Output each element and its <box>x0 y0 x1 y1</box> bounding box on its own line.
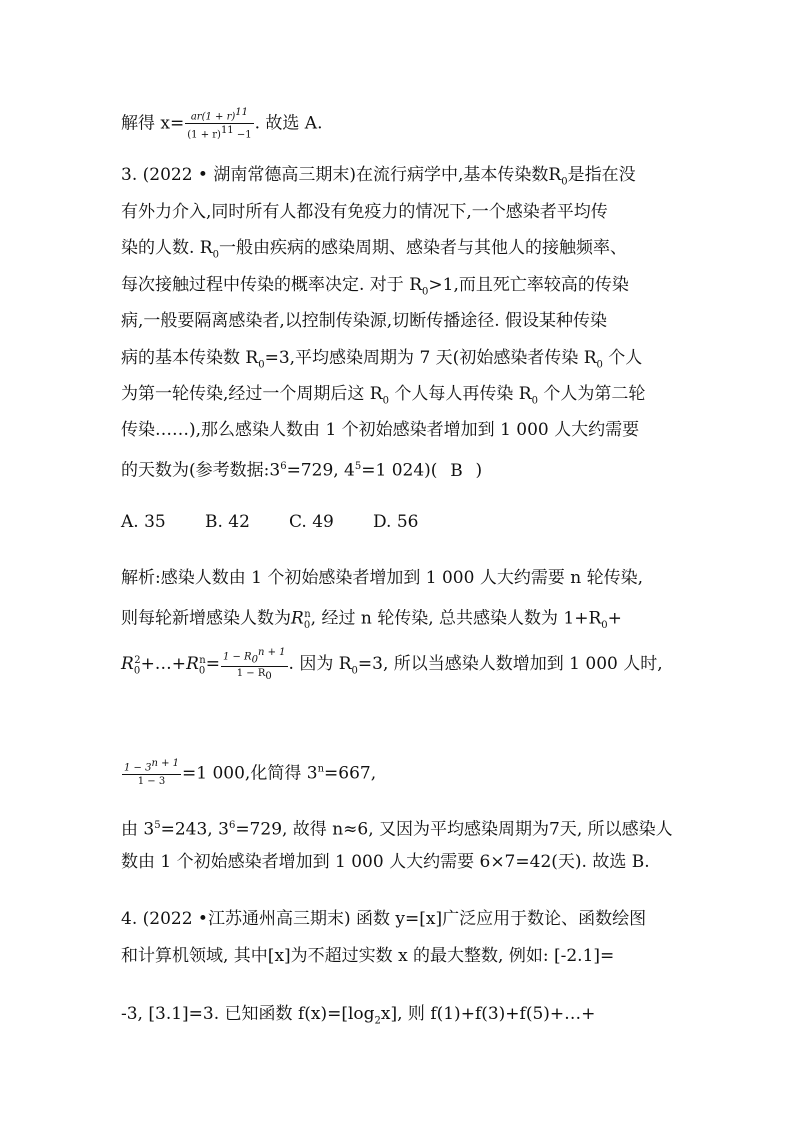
solution3-line6: 数由 1 个初始感染者增加到 1 000 人大约需要 6×7=42(天). 故选 B. <box>121 852 650 872</box>
text: 为第一轮传染,经过一个周期后这 R <box>121 384 383 404</box>
fraction <box>221 646 288 683</box>
text: = <box>205 654 220 675</box>
text: , 经过 n 轮传染, 总共感染人数为 1+R <box>310 608 602 629</box>
problem3-line6 <box>121 346 642 377</box>
text: =729, 故得 n≈6, 又因为平均感染周期为7天, 所以感染人 <box>235 819 673 840</box>
exponent: 11 <box>220 125 234 137</box>
math-var: R <box>121 654 134 675</box>
exponent: n + 1 <box>257 647 286 658</box>
text: 病的基本传染数 R <box>121 348 259 368</box>
solution3-line2 <box>121 603 622 638</box>
text: =729, 4 <box>286 460 355 481</box>
problem3-line2: 有外力介入,同时所有人都没有免疫力的情况下,一个感染者平均传 <box>121 202 608 222</box>
text: 个人每人再传染 R <box>388 384 532 404</box>
problem3-line8: 传染……),那么感染人数由 1 个初始感染者增加到 1 000 人大约需要 <box>121 420 640 440</box>
text: x], 则 f(1)+f(3)+f(5)+…+ <box>380 1004 596 1024</box>
subscript: 0 <box>133 665 141 677</box>
text: 则每轮新增感染人数为 <box>121 608 291 629</box>
solution3-line5 <box>121 814 673 842</box>
subscript: 0 <box>265 671 272 683</box>
problem3-line7 <box>121 382 645 413</box>
text: 是指在没 <box>567 165 636 185</box>
exponent: n + 1 <box>151 758 180 769</box>
fraction <box>185 106 253 142</box>
subscript: 0 <box>531 395 538 407</box>
subscript: 0 <box>258 359 265 371</box>
superscript: n <box>304 609 311 620</box>
text: 3. (2022 • 湖南常德高三期末)在流行病学中,基本传染数R <box>121 165 562 185</box>
subscript: 0 <box>198 665 206 677</box>
text: 的天数为(参考数据:3 <box>121 460 281 481</box>
frac-denominator: 1 − 3 <box>122 774 181 788</box>
fraction <box>122 757 181 788</box>
subscript: 0 <box>251 654 258 666</box>
subscript: 0 <box>561 176 568 188</box>
problem3-line1 <box>121 163 636 194</box>
text: 每次接触过程中传染的概率决定. 对于 R <box>121 275 423 295</box>
frac-numerator: 1 − R <box>222 651 252 663</box>
text: +…+ <box>140 654 187 675</box>
subscript: 0 <box>351 665 358 677</box>
text: =3, 所以当感染人数增加到 1 000 人时, <box>357 654 663 675</box>
text: 解得 x= <box>121 113 185 134</box>
text: =1 024)( <box>361 460 438 481</box>
text: 一般由疾病的感染周期、感染者与其他人的接触频率、 <box>218 238 627 258</box>
frac-denominator-tail: −1 <box>233 129 252 141</box>
frac-numerator: ar(1 + r) <box>190 111 236 123</box>
subscript: 0 <box>303 620 311 632</box>
frac-denominator: (1 + r) <box>187 129 221 141</box>
solution3-line3 <box>121 646 663 684</box>
subscript: 0 <box>601 620 608 632</box>
text: -3, [3.1]=3. 已知函数 f(x)=[log <box>121 1004 375 1024</box>
problem4-line3 <box>121 1002 595 1033</box>
subscript: 0 <box>422 286 429 298</box>
option-d: D. 56 <box>373 512 419 532</box>
text: >1,而且死亡率较高的传染 <box>428 275 629 295</box>
problem3-line3 <box>121 236 627 267</box>
math-var: R <box>291 608 304 629</box>
text: . 故选 A. <box>254 113 323 134</box>
subscript: 0 <box>596 359 603 371</box>
frac-numerator: 1 − 3 <box>124 762 152 774</box>
math-var: R <box>186 654 199 675</box>
superscript: n <box>317 763 325 775</box>
option-c: C. 49 <box>289 512 334 532</box>
text: 个人 <box>602 348 643 368</box>
text: =3,平均感染周期为 7 天(初始感染者传染 R <box>264 348 597 368</box>
subscript: 2 <box>374 1015 381 1027</box>
problem3-line9 <box>121 455 482 483</box>
problem4-line1: 4. (2022 •江苏通州高三期末) 函数 y=[x]广泛应用于数论、函数绘图 <box>121 909 647 929</box>
problem3-line5: 病,一般要隔离感染者,以控制传染源,切断传播途径. 假设某种传染 <box>121 311 608 331</box>
text: + <box>607 608 622 629</box>
option-a: A. 35 <box>121 512 166 532</box>
superscript: 6 <box>228 820 236 831</box>
problem3-options <box>121 510 457 534</box>
superscript: 5 <box>354 461 362 472</box>
problem3-line4 <box>121 273 629 304</box>
answer-letter: B <box>450 460 463 481</box>
superscript: 5 <box>154 820 161 831</box>
exponent: 11 <box>235 107 248 118</box>
problem4-line2: 和计算机领域, 其中[x]为不超过实数 x 的最大整数, 例如: [-2.1]= <box>121 946 615 966</box>
text: =667, <box>324 763 377 784</box>
solution3-line4 <box>121 757 376 788</box>
subscript: 0 <box>382 395 389 407</box>
superscript: n <box>199 654 206 666</box>
superscript: 6 <box>280 461 287 472</box>
top-solution-line <box>121 106 323 142</box>
text: =243, 3 <box>160 819 229 840</box>
solution3-line1: 解析:感染人数由 1 个初始感染者增加到 1 000 人大约需要 n 轮传染, <box>121 568 643 588</box>
text: ) <box>475 460 483 481</box>
frac-denominator: 1 − R <box>236 668 266 680</box>
text: =1 000,化简得 3 <box>182 763 318 784</box>
text: . 因为 R <box>288 654 352 675</box>
option-b: B. 42 <box>205 512 250 532</box>
text: 染的人数. R <box>121 238 213 258</box>
superscript: 2 <box>134 654 141 666</box>
text: 由 3 <box>121 819 155 840</box>
text: 个人为第二轮 <box>537 384 646 404</box>
subscript: 0 <box>212 249 219 261</box>
